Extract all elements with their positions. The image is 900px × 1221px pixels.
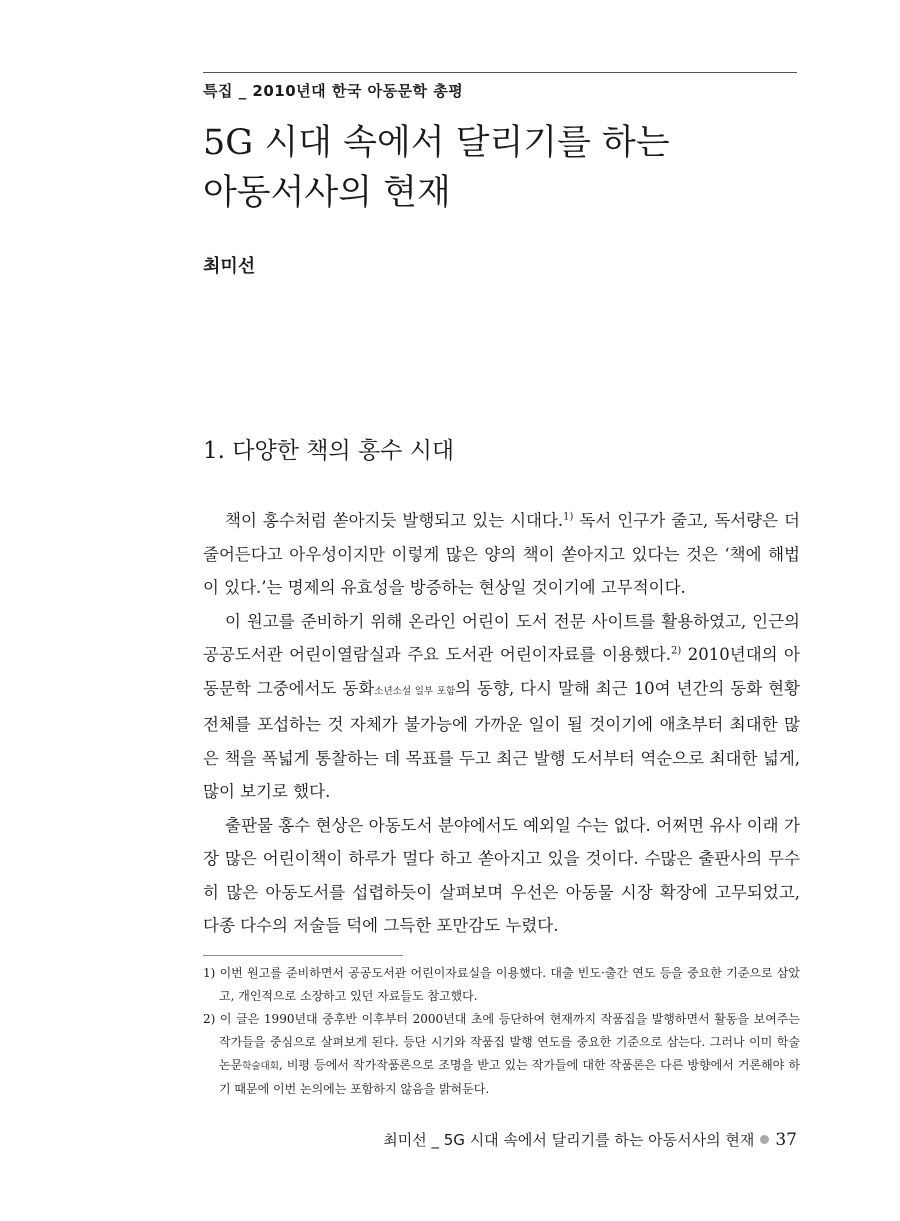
- footnote-2-inline-note: 학술대회: [242, 1061, 279, 1072]
- footer-running-title: 최미선 _ 5G 시대 속에서 달리기를 하는 아동서사의 현재: [383, 1131, 755, 1149]
- bullet-dot-icon: [760, 1135, 769, 1144]
- title-line-1: 5G 시대 속에서 달리기를 하는: [203, 123, 670, 163]
- paragraph-2-text-b: 2010년대의 아동문학 그중에서도 동화: [203, 645, 800, 698]
- paragraph-3-text: 출판물 홍수 현상은 아동도서 분야에서도 예외일 수는 없다. 어쩌면 유사 이래 가장 많은 어린이책이 하루가 멀다 하고 쏟아지고 있을 것이다. 수많은 출판사의 무수히 많은 아동도서를 섭렵하듯이 살펴보며 우선은 아동물 시장 확장에 고무되었고, 다종 다수의 저술들 덕에 그득한 포만감도 누렸다.: [203, 815, 800, 935]
- page-footer: [383, 1129, 797, 1150]
- footnote-2-text-a: 2) 이 글은 1990년대 중후반 이후부터 2000년대 초에 등단하여 현재까지 작품집을 발행하면서 활동을 보여주는 작가들을 중심으로 살펴보게 된다. 등단 시기와 작품집 발행 연도를 중요한 기준으로 삼는다. 그러나 이미 학술논문: [203, 1012, 800, 1072]
- paragraph-1-text-a: 책이 홍수처럼 쏟아지듯 발행되고 있는 시대다.: [225, 511, 564, 530]
- footnote-2: [203, 1008, 800, 1101]
- paragraph-2-text-a: 이 원고를 준비하기 위해 온라인 어린이 도서 전문 사이트를 활용하였고, 인근의 공공도서관 어린이열람실과 주요 도서관 어린이자료를 이용했다.: [203, 611, 800, 664]
- article-title: [203, 118, 670, 218]
- paragraph-1-text-b: 독서 인구가 줄고, 독서량은 더 줄어든다고 아우성이지만 이렇게 많은 양의 책이 쏟아지고 있다는 것은 ‘책에 해법이 있다.’는 명제의 유효성을 방증하는 현상일 것이기에 고무적이다.: [203, 511, 800, 597]
- author-name: 최미선: [203, 256, 256, 277]
- body-text: [203, 504, 800, 943]
- footnote-ref-1[interactable]: 1): [563, 511, 574, 523]
- paragraph-2-text-c: 의 동향, 다시 말해 최근 10여 년간의 동화 현황 전체를 포섭하는 것 자체가 불가능에 가까운 일이 될 것이기에 애초부터 최대한 많은 책을 폭넓게 통찰하는 데 목표를 두고 최근 발행 도서부터 역순으로 최대한 넓게, 많이 보기로 했다.: [203, 678, 800, 801]
- paragraph-1: [203, 504, 800, 605]
- paragraph-2-inline-note: 소년소설 일부 포함: [374, 685, 456, 697]
- footnote-ref-2[interactable]: 2): [671, 645, 682, 657]
- top-rule: [203, 72, 797, 73]
- section-heading: 1. 다양한 책의 홍수 시대: [203, 438, 455, 464]
- paragraph-3: [203, 809, 800, 943]
- page-number: 37: [775, 1129, 797, 1150]
- footnotes: [203, 962, 800, 1101]
- paragraph-2: [203, 605, 800, 809]
- footnote-1: 1) 이번 원고를 준비하면서 공공도서관 어린이자료실을 이용했다. 대출 빈도·출간 연도 등을 중요한 기준으로 삼았고, 개인적으로 소장하고 있던 자료들도 참고했다.: [203, 966, 800, 1003]
- footnote-rule: [203, 955, 403, 956]
- footnote-2-text-b: , 비평 등에서 작가작품론으로 조명을 받고 있는 작가들에 대한 작품론은 다른 방향에서 거론해야 하기 때문에 이번 논의에는 포함하지 않음을 밝혀둔다.: [219, 1058, 800, 1096]
- title-line-2: 아동서사의 현재: [203, 173, 451, 213]
- section-label: 특집 _ 2010년대 한국 아동문학 총평: [203, 82, 464, 100]
